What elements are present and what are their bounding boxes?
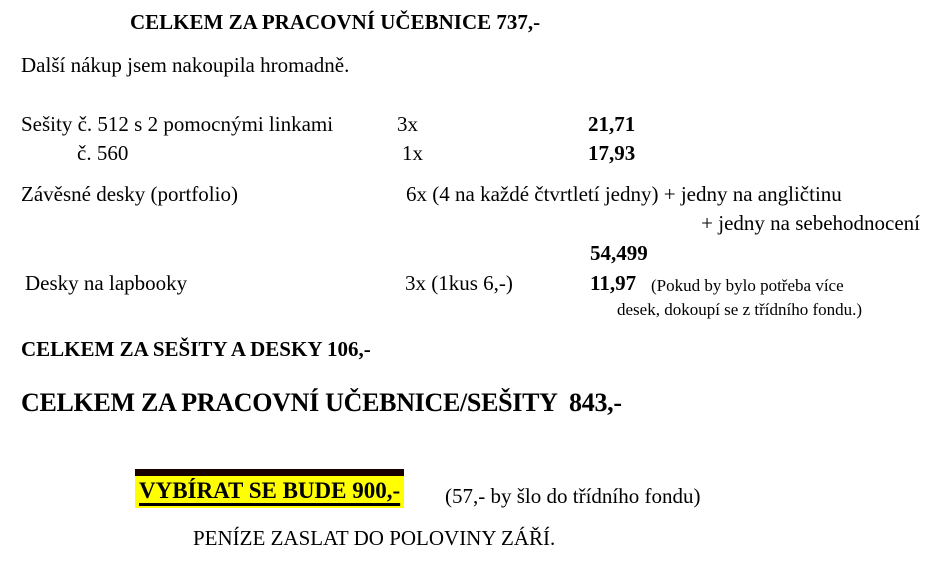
highlighted-amount-text: VYBÍRAT SE BUDE 900,-: [135, 469, 404, 508]
item-qty-desky-lapbooky: 3x (1kus 6,-): [405, 271, 513, 295]
highlight-note-text: (57,- by šlo do třídního fondu): [445, 484, 701, 508]
item-qty-sesity-512: 3x: [397, 112, 418, 136]
footer-text: PENÍZE ZASLAT DO POLOVINY ZÁŘÍ.: [193, 526, 556, 550]
grand-total-text: CELKEM ZA PRACOVNÍ UČEBNICE/SEŠITY 843,-: [21, 388, 622, 417]
item-price-zavesne-desky: 54,499: [590, 241, 648, 265]
item-qty-note-zavesne-desky-line1: 6x (4 na každé čtvrtletí jedny) + jedny na angličtinu: [406, 182, 842, 206]
item-price-sesity-560: 17,93: [588, 141, 636, 165]
intro-text: Další nákup jsem nakoupila hromadně.: [21, 53, 350, 77]
item-name-sesity-560: č. 560: [77, 141, 129, 165]
item-note-desky-lapbooky-line1: (Pokud by bylo potřeba více: [651, 276, 844, 295]
subtotal-text: CELKEM ZA SEŠITY A DESKY 106,-: [21, 337, 371, 361]
item-name-desky-lapbooky: Desky na lapbooky: [25, 271, 188, 295]
item-price-desky-lapbooky: 11,97: [590, 271, 637, 295]
item-name-zavesne-desky: Závěsné desky (portfolio): [21, 182, 238, 206]
item-note-desky-lapbooky-line2: desek, dokoupí se z třídního fondu.): [617, 300, 863, 319]
item-qty-sesity-560: 1x: [402, 141, 423, 165]
item-name-sesity-512: Sešity č. 512 s 2 pomocnými linkami: [21, 112, 334, 136]
doc-title: CELKEM ZA PRACOVNÍ UČEBNICE 737,-: [130, 10, 541, 34]
item-qty-note-zavesne-desky-line2: + jedny na sebehodnocení: [701, 211, 920, 235]
item-price-sesity-512: 21,71: [588, 112, 636, 136]
